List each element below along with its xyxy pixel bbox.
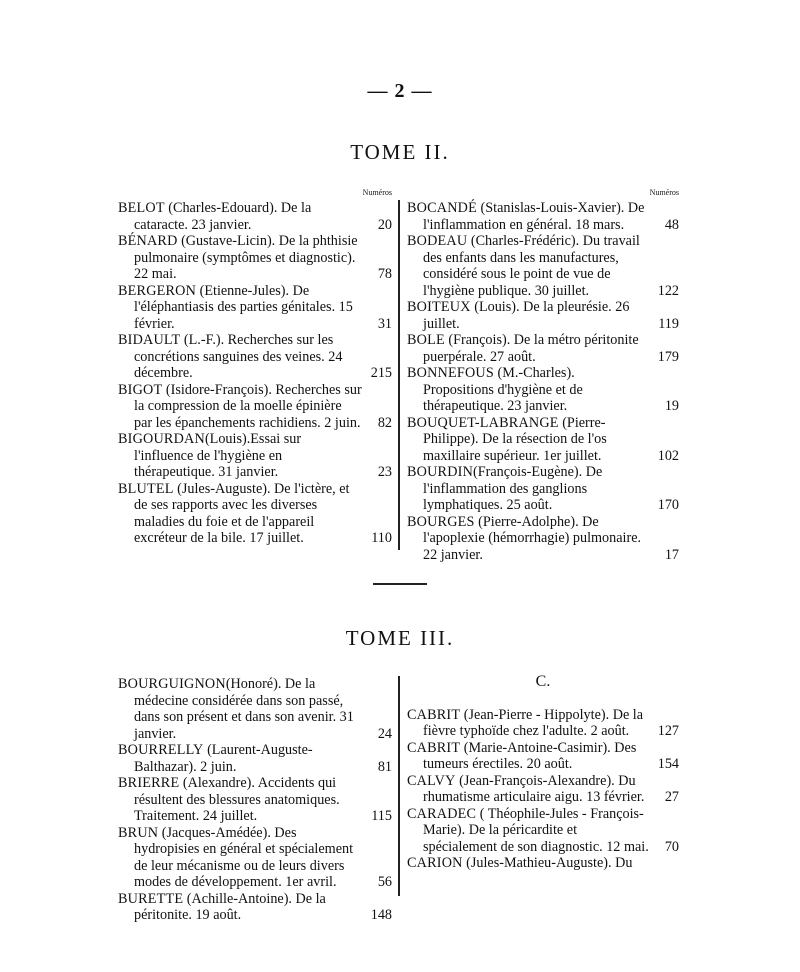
entry-title: (Jacques-Amédée). Des hydropisies en général et spécialement de leur mécanisme ou de leurs divers modes de développement. 1er avril.: [134, 824, 354, 890]
index-entry: [118, 332, 392, 382]
entry-author: BODEAU: [407, 233, 468, 249]
entry-author: BOLE: [407, 332, 445, 348]
section-separator: [373, 583, 427, 585]
entry-author: CABRIT: [407, 739, 461, 756]
entry-number: 20: [377, 216, 392, 233]
entry-title: (Pierre-Adolphe). De l'apoplexie (hémorrhagie) pulmonaire. 22 janvier.: [423, 513, 642, 563]
index-entry: [118, 200, 392, 233]
entry-author: BOURDIN: [407, 464, 474, 480]
entry-title: ( Théophile-Jules - François-Marie). De la péricardite et spécialement de son diagnostic. 12 mai.: [423, 805, 649, 855]
index-entry: [407, 740, 679, 773]
entry-author: BIGOURDAN: [118, 431, 205, 447]
entry-number: 19: [664, 398, 679, 414]
entry-author: BURETTE: [118, 890, 184, 907]
page-number: — 2 —: [367, 80, 433, 102]
entry-author: BOUQUET-LABRANGE: [407, 414, 559, 431]
entry-author: CARION: [407, 855, 463, 871]
index-entry: [118, 283, 392, 333]
entry-author: BOURGES: [407, 513, 475, 530]
index-entry: [118, 891, 392, 924]
index-entry: [118, 825, 392, 891]
index-entry: [118, 775, 392, 825]
entry-number: 179: [657, 348, 679, 365]
index-entry: [407, 299, 679, 332]
numbers-label: Numéros: [362, 188, 392, 197]
entry-title: (Jules-Auguste). De l'ictère, et de ses rapports avec les diverses maladies du foie et de l'appareil excréteur de la bile. 17 juillet.: [134, 480, 350, 546]
entry-title: (Honoré). De la médecine considérée dans son passé, dans son présent et dans son avenir. 31 janvier.: [134, 676, 354, 742]
entry-title: (L.-F.). Recherches sur les concrétions sanguines des veines. 24 décembre.: [134, 332, 343, 381]
entry-number: 110: [371, 530, 392, 546]
entry-author: BÉNARD: [118, 233, 178, 249]
entry-number: 127: [657, 723, 679, 739]
entry-title: (Gustave-Licin). De la phthisie pulmonaire (symptômes et diagnostic). 22 mai.: [134, 233, 358, 282]
index-entry: [407, 332, 679, 365]
tome-iii-left-column: [118, 676, 392, 924]
entry-author: CABRIT: [407, 706, 461, 723]
entry-number: 70: [664, 838, 679, 855]
index-entry: [118, 233, 392, 283]
entry-number: 119: [658, 315, 679, 332]
entry-number: 31: [377, 315, 392, 332]
entry-author: CALVY: [407, 772, 456, 789]
numbers-label: Numéros: [649, 188, 679, 197]
index-entry: [407, 415, 679, 465]
entry-number: 17: [664, 546, 679, 563]
entry-title: (Jean-Pierre - Hippolyte). De la fièvre typhoïde chez l'adulte. 2 août.: [423, 706, 644, 739]
entry-title: (Laurent-Auguste-Balthazar). 2 juin.: [134, 742, 313, 775]
entry-title: (Charles-Edouard). De la cataracte. 23 janvier.: [134, 200, 312, 233]
entry-title: (Marie-Antoine-Casimir). Des tumeurs érectiles. 20 août.: [423, 739, 637, 772]
index-entry: [407, 514, 679, 564]
entry-author: BLUTEL: [118, 480, 174, 497]
index-entry: [407, 464, 679, 514]
index-entry: [407, 200, 679, 233]
entry-number: 122: [657, 282, 679, 299]
index-entry: [118, 431, 392, 481]
tome-ii-heading: TOME II.: [350, 140, 450, 164]
entry-number: 81: [377, 758, 392, 775]
index-entry: [407, 707, 679, 740]
entry-number: 170: [657, 497, 679, 513]
section-letter: C.: [535, 673, 551, 690]
index-entry: [407, 773, 679, 806]
entry-number: 56: [377, 874, 392, 890]
entry-number: 23: [377, 464, 392, 480]
entry-author: BIGOT: [118, 381, 163, 398]
entry-number: 154: [657, 756, 679, 772]
entry-number: 148: [370, 907, 392, 923]
entry-number: 115: [371, 808, 392, 824]
entry-number: 102: [657, 447, 679, 464]
entry-number: 82: [377, 414, 392, 431]
entry-author: BERGERON: [118, 282, 197, 299]
entry-number: 215: [370, 365, 392, 381]
index-entry: [407, 365, 679, 415]
tome-iii-heading: TOME III.: [345, 626, 455, 650]
entry-title: (Louis).Essai sur l'influence de l'hygiène en thérapeutique. 31 janvier.: [134, 431, 302, 480]
entry-author: BOITEUX: [407, 299, 471, 315]
column-divider: [398, 676, 400, 896]
entry-title: (Isidore-François). Recherches sur la compression de la moelle épinière par les épanchements rachidiens. 2 juin.: [134, 381, 362, 431]
index-entry: [407, 806, 679, 856]
entry-title: (François-Eugène). De l'inflammation des ganglions lymphatiques. 25 août.: [423, 464, 603, 513]
entry-author: BELOT: [118, 200, 165, 216]
entry-number: 48: [664, 216, 679, 233]
entry-author: BIDAULT: [118, 332, 181, 348]
entry-title: (Alexandre). Accidents qui résultent des blessures anatomiques. Traitement. 24 juillet.: [134, 775, 340, 824]
entry-author: BOURGUIGNON: [118, 676, 226, 692]
index-entry: [118, 676, 392, 742]
entry-title: (Achille-Antoine). De la péritonite. 19 août.: [134, 890, 326, 923]
entry-author: BRUN: [118, 824, 159, 841]
tome-ii-left-column: [118, 186, 392, 547]
entry-number: 24: [377, 725, 392, 742]
entry-title: (François). De la métro péritonite puerpérale. 27 août.: [423, 332, 639, 365]
entry-author: BOURRELLY: [118, 742, 204, 758]
index-entry: [118, 742, 392, 775]
entry-number: 78: [377, 266, 392, 282]
index-entry: [118, 382, 392, 432]
entry-author: BONNEFOUS: [407, 365, 494, 381]
entry-title: (M.-Charles). Propositions d'hygiène et de thérapeutique. 23 janvier.: [423, 365, 583, 414]
index-entry: [118, 481, 392, 547]
entry-title: (Pierre-Philippe). De la résection de l'os maxillaire supérieur. 1er juillet.: [423, 414, 607, 464]
entry-number: 27: [664, 789, 679, 805]
column-divider: [398, 200, 400, 550]
entry-title: (Stanislas-Louis-Xavier). De l'inflammation en général. 18 mars.: [423, 200, 645, 233]
index-entry: [407, 855, 679, 872]
entry-title: (Louis). De la pleurésie. 26 juillet.: [423, 299, 630, 332]
entry-author: BRIERRE: [118, 775, 180, 791]
entry-author: CARADEC: [407, 805, 477, 822]
tome-iii-right-column: [407, 670, 679, 872]
entry-author: BOCANDÉ: [407, 200, 477, 216]
entry-title: (Etienne-Jules). De l'éléphantiasis des parties génitales. 15 février.: [134, 282, 353, 332]
entry-title: (Charles-Frédéric). Du travail des enfants dans les manufactures, considéré sous le point de vue de l'hygiène publique. 30 juillet.: [423, 233, 640, 299]
index-entry: [407, 233, 679, 299]
entry-title: (Jean-François-Alexandre). Du rhumatisme articulaire aigu. 13 février.: [423, 772, 645, 805]
entry-title: (Jules-Mathieu-Auguste). Du: [462, 855, 633, 871]
tome-ii-right-column: [407, 186, 679, 563]
